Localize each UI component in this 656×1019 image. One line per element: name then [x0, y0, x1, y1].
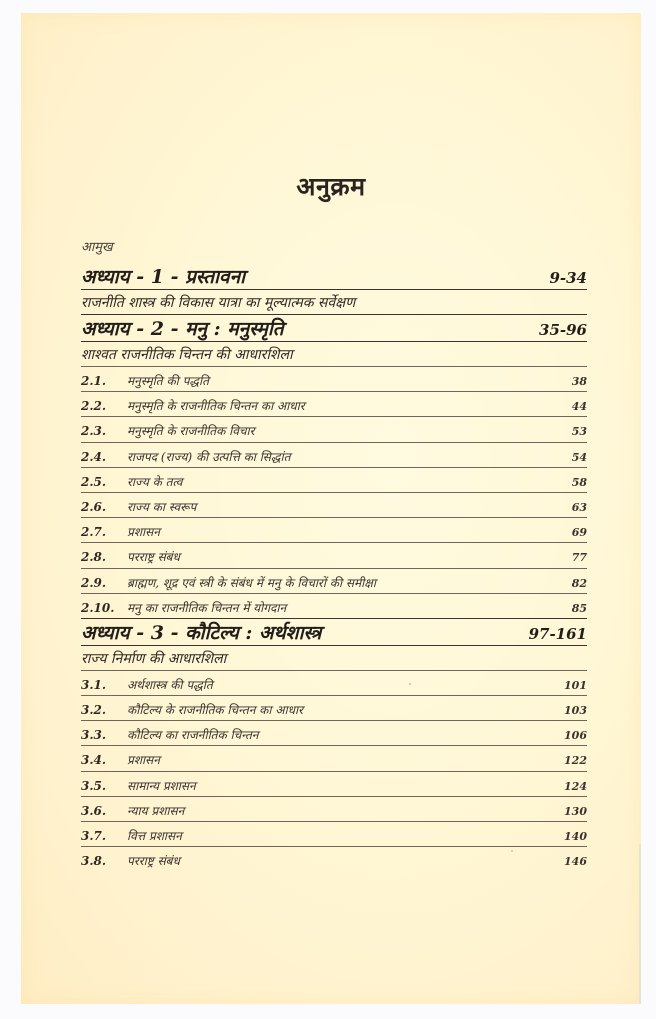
chapter-page-range: 35-96 — [539, 321, 587, 339]
section-title: न्याय प्रशासन — [127, 803, 185, 818]
section-title: राजपद (राज्य) की उत्पत्ति का सिद्धांत — [127, 449, 291, 464]
toc-section-row — [81, 542, 587, 567]
section-number: 2.9. — [81, 575, 107, 590]
section-page: 53 — [571, 425, 587, 439]
section-title: परराष्ट्र संबंध — [127, 854, 180, 869]
chapter-subtitle: राज्य निर्माण की आधारशिला — [81, 650, 227, 667]
chapter-title: अध्याय - 2 - मनु : मनुस्मृति — [81, 318, 284, 340]
toc-section-row — [81, 670, 587, 695]
section-page: 58 — [571, 475, 587, 489]
section-number: 2.1. — [81, 374, 107, 388]
section-number: 3.8. — [81, 854, 107, 869]
toc-section-row — [81, 593, 587, 618]
toc-section-row — [81, 366, 587, 391]
section-page: 69 — [571, 526, 587, 540]
section-title: अर्थशास्त्र की पद्धति — [127, 677, 213, 692]
section-page: 85 — [571, 601, 587, 615]
paper-speck — [409, 683, 411, 685]
toc-chapter-1-subtitle — [81, 289, 587, 314]
section-title: परराष्ट्र संबंध — [127, 550, 180, 565]
section-page: 106 — [564, 729, 587, 743]
toc-chapter-3-subtitle — [81, 645, 587, 670]
section-title: मनुस्मृति के राजनीतिक चिन्तन का आधार — [127, 399, 305, 414]
section-number: 3.6. — [81, 803, 107, 818]
section-title: कौटिल्य का राजनीतिक चिन्तन — [127, 728, 259, 743]
section-number: 3.7. — [81, 829, 107, 843]
section-page: 54 — [571, 450, 587, 464]
section-page: 140 — [564, 830, 587, 843]
section-title: ब्राह्मण, शूद्र एवं स्त्री के संबंध में मनु के विचारों की समीक्षा — [127, 575, 377, 590]
section-title: वित्त प्रशासन — [127, 829, 182, 843]
section-number: 3.3. — [81, 728, 107, 743]
paper-speck — [511, 850, 513, 852]
section-title: मनुस्मृति की पद्धति — [127, 374, 209, 388]
table-of-contents — [81, 227, 587, 871]
section-page: 103 — [564, 704, 587, 718]
section-number: 2.6. — [81, 499, 107, 514]
section-page: 130 — [564, 804, 587, 818]
section-page: 63 — [571, 500, 587, 514]
toc-foreword — [81, 227, 587, 263]
chapter-title: अध्याय - 1 - प्रस्तावना — [81, 266, 246, 288]
section-page: 122 — [564, 754, 587, 768]
section-page: 82 — [571, 576, 587, 590]
chapter-subtitle: शाश्वत राजनीतिक चिन्तन की आधारशिला — [81, 347, 293, 363]
toc-section-row — [81, 695, 587, 720]
section-title: सामान्य प्रशासन — [127, 778, 196, 793]
toc-chapter-1-heading — [81, 263, 587, 289]
toc-section-row — [81, 467, 587, 492]
section-number: 3.2. — [81, 703, 107, 718]
page-title: अनुक्रम — [296, 172, 366, 201]
section-page: 124 — [564, 779, 587, 793]
toc-section-row — [81, 442, 587, 467]
toc-chapter-2-heading — [81, 314, 587, 341]
section-title: प्रशासन — [127, 525, 160, 540]
section-title: कौटिल्य के राजनीतिक चिन्तन का आधार — [127, 703, 303, 718]
book-page — [21, 13, 641, 1004]
foreword-label: आमुख — [81, 240, 113, 255]
toc-section-row — [81, 720, 587, 745]
toc-section-row — [81, 391, 587, 416]
chapter-subtitle: राजनीति शास्त्र की विकास यात्रा का मूल्यात्मक सर्वेक्षण — [81, 295, 356, 311]
toc-section-row — [81, 821, 587, 846]
section-number: 2.4. — [81, 449, 107, 464]
section-number: 2.3. — [81, 424, 107, 439]
section-number: 3.4. — [81, 753, 107, 768]
section-title: राज्य के तत्व — [127, 474, 183, 489]
section-number: 3.1. — [81, 677, 107, 692]
section-title: प्रशासन — [127, 753, 160, 768]
toc-chapter-3-heading — [81, 618, 587, 645]
toc-section-row — [81, 568, 587, 593]
section-number: 2.2. — [81, 399, 107, 414]
section-number: 3.5. — [81, 778, 107, 793]
toc-section-row — [81, 771, 587, 796]
section-title: मनु का राजनीतिक चिन्तन में योगदान — [127, 600, 287, 615]
section-number: 2.10. — [81, 600, 115, 615]
section-page: 77 — [571, 551, 587, 565]
toc-section-row — [81, 416, 587, 441]
section-page: 44 — [571, 400, 587, 414]
section-page: 38 — [571, 375, 587, 388]
toc-section-row — [81, 517, 587, 542]
section-title: मनुस्मृति के राजनीतिक विचार — [127, 424, 255, 439]
toc-section-row — [81, 745, 587, 770]
toc-section-row — [81, 796, 587, 821]
toc-chapter-2-subtitle — [81, 341, 587, 366]
section-number: 2.5. — [81, 474, 107, 489]
chapter-page-range: 97-161 — [528, 624, 587, 643]
section-title: राज्य का स्वरूप — [127, 499, 197, 514]
toc-section-row — [81, 492, 587, 517]
section-number: 2.8. — [81, 550, 107, 565]
section-number: 2.7. — [81, 525, 107, 540]
section-page: 146 — [564, 855, 587, 869]
chapter-title: अध्याय - 3 - कौटिल्य : अर्थशास्त्र — [81, 621, 322, 644]
chapter-page-range: 9-34 — [549, 269, 587, 287]
section-page: 101 — [564, 678, 587, 692]
